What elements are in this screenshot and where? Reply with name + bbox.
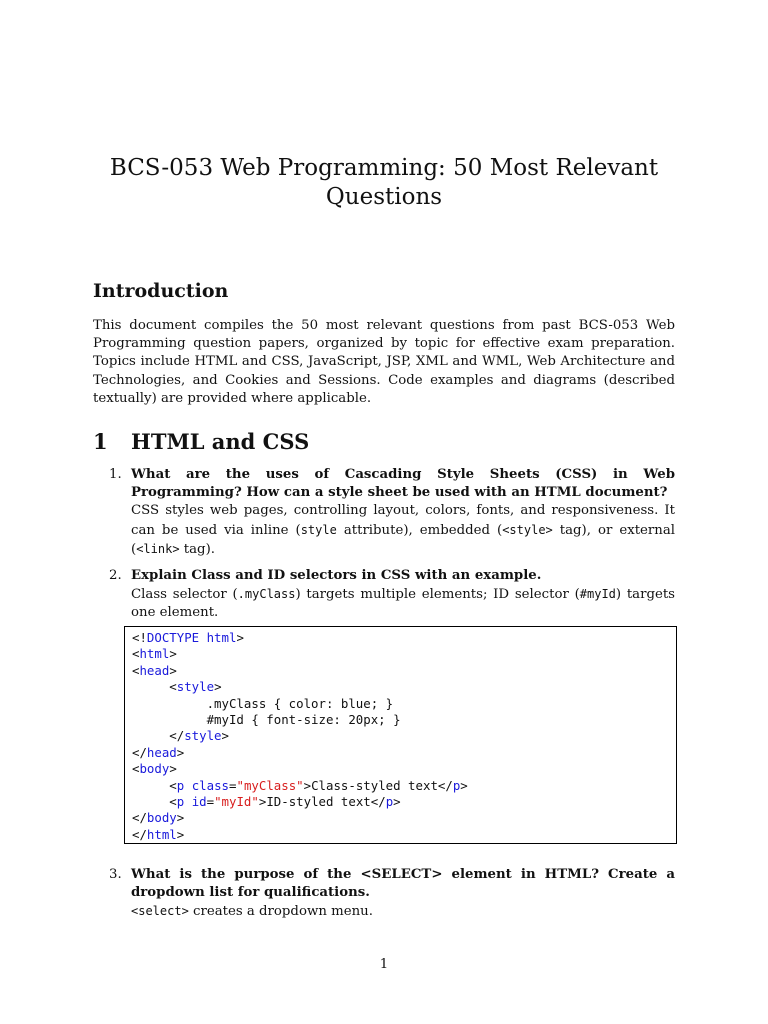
code-keyword: p <box>176 794 185 810</box>
answer-text <box>131 902 675 921</box>
code-line <box>132 663 676 679</box>
code-text: > <box>176 826 185 842</box>
question-text: What is the purpose of the <SELECT> element in HTML? Create a dropdown list for qualifications. <box>131 867 675 901</box>
code-text: > <box>169 646 177 662</box>
code-keyword: head <box>139 662 170 678</box>
answer-fragment: Class selector ( <box>131 587 238 603</box>
code-keyword: html <box>139 646 170 662</box>
inline-code: .myClass <box>237 587 296 602</box>
code-text: > <box>169 761 177 777</box>
code-text <box>184 778 191 793</box>
code-text: < <box>132 761 140 777</box>
code-text: < <box>132 646 140 662</box>
page-number: 1 <box>379 957 389 972</box>
answer-fragment: CSS styles web pages, controlling layout, colors, fonts, and responsiveness. It can be used via inline ( <box>131 503 675 538</box>
code-line <box>132 728 676 744</box>
code-keyword: class <box>191 777 230 793</box>
question-number: 3. <box>109 867 122 882</box>
answer-text <box>131 502 675 559</box>
inline-code: style <box>300 522 337 537</box>
question-text: What are the uses of Cascading Style Sheets (CSS) in Web Programming? How can a style sheet be used with an HTML document? <box>131 467 675 501</box>
answer-fragment: attribute), embedded ( <box>336 522 503 538</box>
code-text: > <box>176 810 185 826</box>
code-text: = <box>229 777 237 793</box>
question-number: 2. <box>109 568 122 583</box>
code-text: > <box>460 777 468 793</box>
question-item-3 <box>93 866 675 922</box>
code-text: > <box>236 630 244 645</box>
code-keyword: body <box>146 810 177 826</box>
code-keyword: id <box>191 794 207 810</box>
section-title: HTML and CSS <box>131 429 310 454</box>
code-keyword: p <box>176 777 185 793</box>
code-text: < <box>132 794 177 810</box>
code-keyword: style <box>176 679 215 695</box>
introduction-paragraph: This document compiles the 50 most relevant questions from past BCS-053 Web Programming question papers, organized by topic for effective exam preparation. Topics include HTML and CSS, JavaScript, JSP, XML and WML, Web Architecture and Technologies, and Cookies and Sessions. Code examples and diagrams (described textually) are provided where applicable. <box>93 318 675 406</box>
introduction-heading: Introduction <box>93 280 229 302</box>
code-text: > <box>393 794 401 810</box>
code-line <box>132 630 676 646</box>
answer-fragment: ) targets one element. <box>131 587 676 621</box>
code-keyword: head <box>146 744 177 760</box>
section-heading <box>93 429 309 455</box>
section-number: 1 <box>93 429 108 454</box>
code-text: </ <box>132 810 147 826</box>
code-text: > <box>221 728 229 744</box>
question-text: Explain Class and ID selectors in CSS with an example. <box>131 568 542 583</box>
code-keyword: body <box>139 761 170 777</box>
code-text: < <box>132 679 177 695</box>
code-line <box>132 778 676 794</box>
code-string: "myId" <box>214 794 259 810</box>
code-line <box>132 679 676 695</box>
code-text: >Class-styled text</ <box>303 777 453 793</box>
code-block <box>125 627 676 843</box>
code-text: </ <box>132 826 147 842</box>
code-text: < <box>132 777 177 793</box>
code-keyword: DOCTYPE html <box>146 630 237 645</box>
code-text: <! <box>132 630 147 645</box>
code-line <box>132 696 676 712</box>
code-line <box>132 794 676 810</box>
code-text: .myClass { color: blue; } <box>132 695 394 711</box>
answer-fragment: ) targets multiple elements; ID selector ( <box>295 587 580 603</box>
inline-code: <style> <box>502 522 553 537</box>
answer-text <box>131 585 675 622</box>
code-text: > <box>176 744 185 760</box>
code-text: </ <box>132 728 185 744</box>
question-item-2 <box>93 567 675 623</box>
answer-fragment: tag), or external ( <box>131 522 676 557</box>
code-text: > <box>169 662 177 678</box>
code-line <box>132 712 676 728</box>
code-text: #myId { font-size: 20px; } <box>132 712 401 728</box>
code-listing <box>124 626 677 844</box>
answer-fragment: creates a dropdown menu. <box>188 904 373 920</box>
code-text: >ID-styled text</ <box>258 794 386 810</box>
inline-code: #myId <box>579 587 616 602</box>
code-text: < <box>132 662 140 678</box>
code-text <box>184 794 191 809</box>
code-keyword: p <box>385 794 394 810</box>
code-line <box>132 827 676 843</box>
code-text: = <box>206 794 215 810</box>
answer-fragment: tag). <box>179 541 215 557</box>
question-number: 1. <box>109 467 122 482</box>
code-line <box>132 646 676 662</box>
code-keyword: html <box>146 826 177 842</box>
code-line <box>132 761 676 777</box>
question-item-1 <box>93 466 675 559</box>
code-text: </ <box>132 744 147 760</box>
code-line <box>132 810 676 826</box>
code-keyword: p <box>452 777 461 793</box>
code-string: "myClass" <box>236 777 304 793</box>
code-line <box>132 745 676 761</box>
inline-code: <link> <box>136 541 180 556</box>
code-keyword: style <box>184 728 222 744</box>
inline-code: <select> <box>131 904 189 919</box>
document-title: BCS-053 Web Programming: 50 Most Relevant Questions <box>109 155 659 211</box>
code-text: > <box>214 679 222 695</box>
